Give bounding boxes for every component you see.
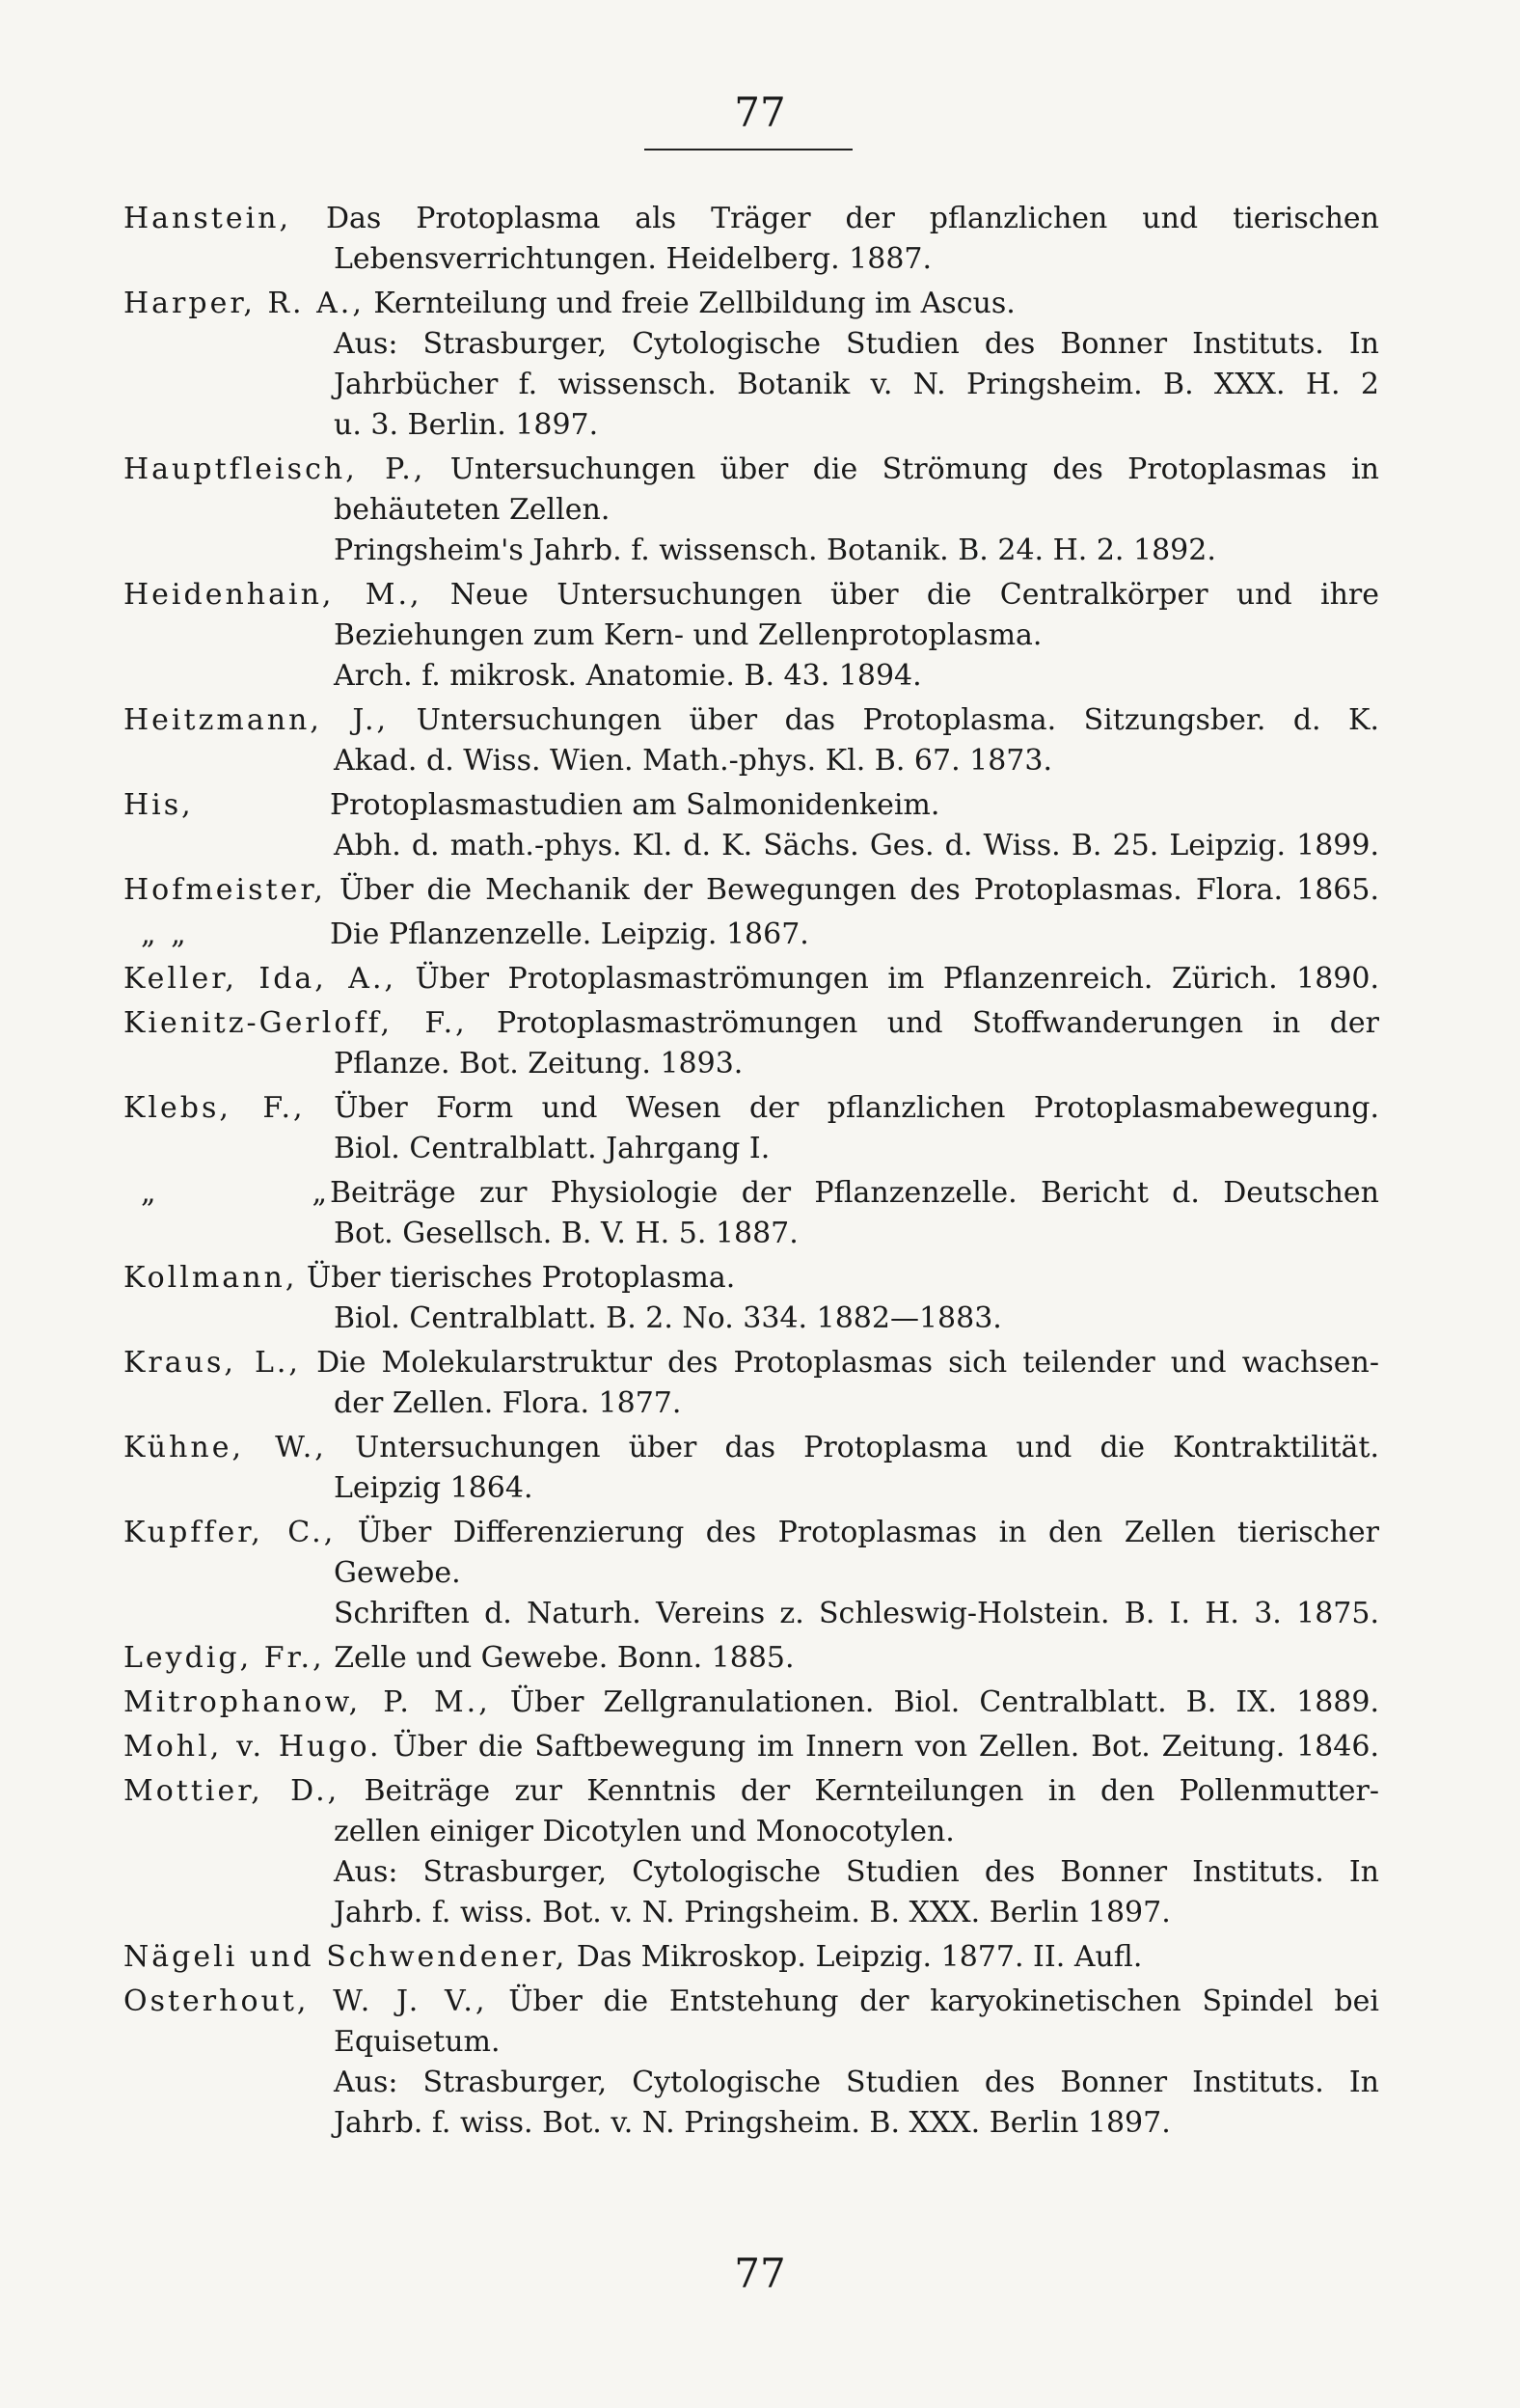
title: Neue Untersuchungen über die Centralkörper und ihre: [449, 578, 1379, 612]
source: Aus: Strasburger, Cytologische Studien des Bonner Instituts. In: [334, 2066, 1379, 2099]
page-number-bottom: 77: [734, 2250, 786, 2297]
source: Jahrb. f. wiss. Bot. v. N. Pringsheim. B. XXX. Berlin 1897.: [334, 1896, 1171, 1929]
author: Osterhout, W. J. V.,: [123, 1984, 488, 2018]
author: Hofmeister,: [123, 873, 326, 907]
bib-entry: [123, 284, 1379, 446]
source: Jahrbücher f. wissensch. Botanik v. N. Pringsheim. B. XXX. H. 2: [334, 368, 1379, 401]
continuation: Beziehungen zum Kern- und Zellenprotoplasma.: [334, 618, 1043, 652]
continuation: Leipzig 1864.: [334, 1471, 533, 1505]
title: Protoplasmastudien am Salmonidenkeim.: [330, 788, 940, 822]
bib-entry: [123, 1937, 1379, 1978]
bib-entry: [123, 199, 1379, 280]
title: Über Zellgranulationen. Biol. Centralblatt. B. IX. 1889.: [509, 1685, 1379, 1719]
bib-entry: [123, 1513, 1379, 1634]
title: Zelle und Gewebe. Bonn. 1885.: [334, 1641, 795, 1675]
continuation: zellen einiger Dicotylen und Monocotylen.: [334, 1815, 955, 1848]
title: Das Mikroskop. Leipzig. 1877. II. Aufl.: [576, 1940, 1143, 1974]
bib-entry: [123, 1982, 1379, 2144]
source: Pringsheim's Jahrb. f. wissensch. Botanik. B. 24. H. 2. 1892.: [334, 534, 1216, 567]
title: Das Protoplasma als Träger der pflanzlichen und tierischen: [325, 202, 1379, 235]
author: Hanstein,: [123, 202, 292, 235]
bib-entry: [123, 1638, 1379, 1679]
title: Über Differenzierung des Protoplasmas in den Zellen tierischer: [357, 1516, 1379, 1549]
author: Heidenhain, M.,: [123, 578, 422, 612]
source: Arch. f. mikrosk. Anatomie. B. 43. 1894.: [334, 659, 922, 693]
source: Jahrb. f. wiss. Bot. v. N. Pringsheim. B. XXX. Berlin 1897.: [334, 2106, 1171, 2140]
continuation: Akad. d. Wiss. Wien. Math.-phys. Kl. B. 67. 1873.: [334, 744, 1053, 778]
bib-entry: [123, 870, 1379, 911]
bib-entry: [123, 1173, 1379, 1254]
continuation: Pflanze. Bot. Zeitung. 1893.: [334, 1047, 744, 1081]
title: Über die Mechanik der Bewegungen des Protoplasmas. Flora. 1865.: [339, 873, 1379, 907]
title: Kernteilung und freie Zellbildung im Ascus.: [373, 287, 1016, 320]
author: Kollmann,: [123, 1261, 298, 1295]
continuation: der Zellen. Flora. 1877.: [334, 1386, 682, 1420]
bib-entry: [123, 1428, 1379, 1509]
title: Über die Saftbewegung im Innern von Zellen. Bot. Zeitung. 1846.: [393, 1730, 1379, 1764]
title: Die Molekularstruktur des Protoplasmas sich teilender und wachsen-: [316, 1346, 1379, 1380]
author: Klebs, F.,: [123, 1091, 306, 1125]
ditto-mark: „ „: [141, 917, 189, 951]
author: Harper, R. A.,: [123, 287, 365, 320]
bib-entry: [123, 785, 1379, 866]
source: Aus: Strasburger, Cytologische Studien des Bonner Instituts. In: [334, 1855, 1379, 1889]
bib-entry: [123, 1088, 1379, 1169]
author: Mitrophanow, P. M.,: [123, 1685, 491, 1719]
author: Leydig, Fr.,: [123, 1641, 325, 1675]
bib-entry: [123, 1258, 1379, 1339]
author: Hauptfleisch, P.,: [123, 452, 426, 486]
author: Kühne, W.,: [123, 1431, 327, 1464]
page-number-top: 77: [734, 89, 786, 136]
bib-entry: [123, 1771, 1379, 1933]
author: Kraus, L.,: [123, 1346, 301, 1380]
continuation: Equisetum.: [334, 2025, 501, 2059]
title: Untersuchungen über die Strömung des Protoplasmas in: [449, 452, 1379, 486]
continuation: Lebensverrichtungen. Heidelberg. 1887.: [334, 242, 933, 276]
header-rule: [644, 149, 853, 150]
continuation: Bot. Gesellsch. B. V. H. 5. 1887.: [334, 1217, 799, 1250]
source: u. 3. Berlin. 1897.: [334, 408, 599, 442]
title: Protoplasmaströmungen und Stoffwanderungen in der: [497, 1006, 1379, 1040]
ditto-mark: „ „: [141, 1176, 330, 1210]
continuation: behäuteten Zellen.: [334, 493, 611, 527]
title: Über die Entstehung der karyokinetischen Spindel bei: [508, 1984, 1379, 2018]
bib-entry: [123, 1727, 1379, 1767]
author: Mottier, D.,: [123, 1774, 340, 1808]
author: Kupffer, C.,: [123, 1516, 337, 1549]
bib-entry: [123, 1343, 1379, 1424]
title: Über Protoplasmaströmungen im Pflanzenreich. Zürich. 1890.: [415, 962, 1380, 996]
title: Beiträge zur Physiologie der Pflanzenzelle. Bericht d. Deutschen: [330, 1176, 1379, 1210]
title: Die Pflanzenzelle. Leipzig. 1867.: [330, 917, 809, 951]
bib-entry: [123, 915, 1379, 955]
title: Beiträge zur Kenntnis der Kernteilungen in den Pollenmutter-: [364, 1774, 1379, 1808]
author: Keller, Ida, A.,: [123, 962, 397, 996]
bib-entry: [123, 959, 1379, 999]
author: Kienitz-Gerloff, F.,: [123, 1006, 468, 1040]
title: Untersuchungen über das Protoplasma. Sitzungsber. d. K.: [416, 703, 1379, 737]
title: Über tierisches Protoplasma.: [306, 1261, 736, 1295]
continuation: Gewebe.: [334, 1556, 461, 1590]
author: Nägeli und Schwendener,: [123, 1940, 568, 1974]
author: His,: [123, 788, 194, 822]
source: Biol. Centralblatt. B. 2. No. 334. 1882—1883.: [334, 1301, 1002, 1335]
source: Abh. d. math.-phys. Kl. d. K. Sächs. Ges. d. Wiss. B. 25. Leipzig. 1899.: [334, 829, 1379, 862]
source: Schriften d. Naturh. Vereins z. Schleswig-Holstein. B. I. H. 3. 1875.: [334, 1597, 1379, 1630]
continuation: Biol. Centralblatt. Jahrgang I.: [334, 1132, 771, 1165]
source: Aus: Strasburger, Cytologische Studien des Bonner Instituts. In: [334, 327, 1379, 361]
bib-entry: [123, 1003, 1379, 1084]
bib-entry: [123, 450, 1379, 571]
bibliography: [123, 199, 1379, 2148]
bib-entry: [123, 1683, 1379, 1723]
title: Über Form und Wesen der pflanzlichen Protoplasmabewegung.: [334, 1091, 1379, 1125]
bib-entry: [123, 700, 1379, 781]
bib-entry: [123, 575, 1379, 697]
author: Mohl, v. Hugo.: [123, 1730, 382, 1764]
author: Heitzmann, J.,: [123, 703, 390, 737]
title: Untersuchungen über das Protoplasma und die Kontraktilität.: [355, 1431, 1379, 1464]
